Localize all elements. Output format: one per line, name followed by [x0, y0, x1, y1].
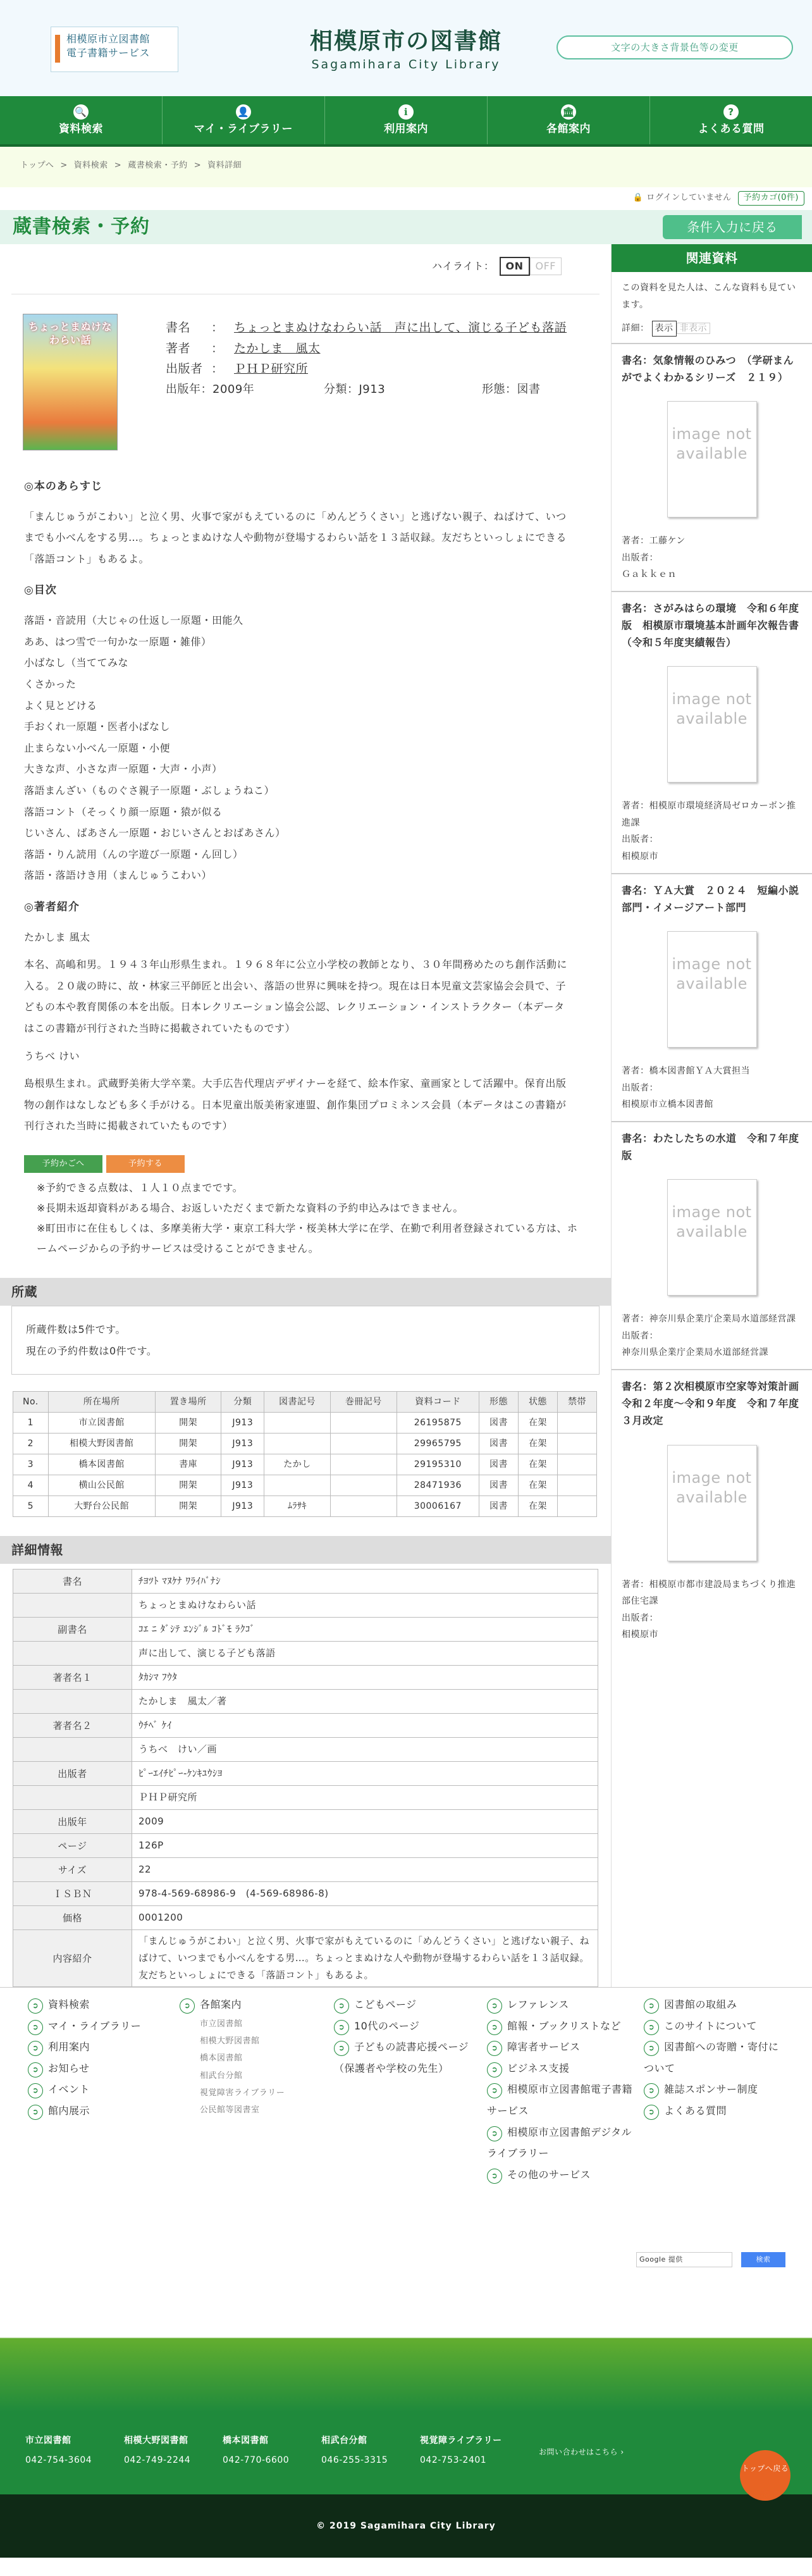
table-cell: 在架 — [518, 1434, 557, 1454]
table-cell — [330, 1454, 397, 1475]
detail-row — [13, 1642, 598, 1666]
detail-value: ﾋﾟｰｴｲﾁﾋﾟｰ-ｹﾝｷﾕｳｼﾖ — [132, 1762, 598, 1786]
holdings-header: 所在場所 — [48, 1392, 155, 1413]
detail-key: 出版者 — [13, 1762, 132, 1786]
highlight-label: ハイライト： — [431, 260, 495, 272]
highlight-on[interactable]: ON — [500, 257, 530, 276]
footer-link[interactable]: ➲ こどもページ — [334, 1994, 479, 2016]
related-item — [612, 1121, 812, 1369]
book-summary — [0, 295, 611, 466]
toc-item: 止まらない小べん一原題・小便 — [24, 741, 171, 754]
logo-ja: 相模原市の図書館 — [309, 28, 502, 54]
related-image[interactable]: image not available — [667, 401, 757, 517]
footer-link[interactable]: ➲ 館報・ブックリストなど — [487, 2016, 639, 2037]
table-row — [13, 1496, 597, 1517]
toc-item: じいさん、ばあさん一原題・おじいさんとおばあさん） — [24, 827, 286, 839]
details-table — [13, 1569, 598, 1987]
page-title: 蔵書検索・予約 — [13, 216, 150, 238]
logo-en: Sagamihara City Library — [311, 58, 501, 72]
table-cell: 書庫 — [155, 1454, 221, 1475]
table-cell — [557, 1496, 596, 1517]
related-image[interactable]: image not available — [667, 666, 757, 783]
holdings-header: No. — [13, 1392, 49, 1413]
detail-value: 22 — [132, 1858, 598, 1882]
table-cell: 30006167 — [397, 1496, 479, 1517]
table-cell: J913 — [221, 1496, 264, 1517]
toc-item: 小ばなし（当ててみな — [24, 657, 129, 669]
detail-row — [13, 1738, 598, 1762]
breadcrumb-item: > — [114, 161, 122, 170]
reserve-button[interactable]: 予約する — [106, 1155, 185, 1173]
footer-sublink[interactable]: 視覚障害ライブラリー — [200, 2088, 285, 2098]
detail-key: 著者名２ — [13, 1714, 132, 1738]
library-phone: 042-770-6600 — [223, 2455, 290, 2465]
add-to-cart-button[interactable]: 予約かごへ — [24, 1155, 102, 1173]
related-title[interactable]: 書名：気象情報のひみつ （学研まんがでよくわかるシリーズ ２１９） — [622, 354, 794, 383]
table-cell: 1 — [13, 1413, 49, 1434]
nav-icon: 👤 — [236, 104, 251, 120]
toc-item: 落語まんざい（ものぐさ親子一原題・ぶしょうねこ） — [24, 784, 275, 796]
toc-item: ああ、はつ雪で一句かな一原題・雑俳） — [24, 635, 212, 648]
table-cell: 29195310 — [397, 1454, 479, 1475]
related-title: 関連資料 — [612, 244, 812, 272]
detail-value: ｺｴ ﾆ ﾀﾞｼﾃ ｴﾝｼﾞﾙ ｺﾄﾞﾓ ﾗｸｺﾞ — [132, 1618, 598, 1642]
detail-row — [13, 1690, 598, 1714]
page-title-bar — [0, 210, 812, 244]
author1-name: たかしま 風太 — [24, 931, 90, 943]
author-key: 著者 — [166, 341, 191, 356]
related-author: 著者：橋本図書館ＹＡ大賞担当 — [622, 1066, 750, 1077]
detail-value: うちべ けい／画 — [132, 1738, 598, 1762]
note-item: ※予約できる点数は、１人１０点までです。 — [37, 1181, 243, 1194]
related-item — [612, 591, 812, 873]
table-cell: 開架 — [155, 1475, 221, 1496]
highlight-off[interactable]: OFF — [530, 257, 562, 275]
author-heading: ◎ 著者紹介 — [24, 896, 611, 919]
library-name: 相模大野図書館 — [124, 2436, 188, 2446]
footer-sublink[interactable]: 公民館等図書室 — [200, 2105, 260, 2115]
related-publisher: 相模原市 — [622, 1630, 658, 1640]
table-cell: J913 — [221, 1434, 264, 1454]
copyright: © 2019 Sagamihara City Library — [0, 2494, 812, 2558]
table-cell — [264, 1413, 331, 1434]
toc-item: 落語・りん読用（んの字遊び一原題・ん回し） — [24, 848, 243, 860]
related-image[interactable]: image not available — [667, 1179, 757, 1296]
detail-key — [13, 1642, 132, 1666]
detail-value: ちょっとまぬけなわらい話 — [132, 1594, 598, 1618]
related-title[interactable]: 書名：わたしたちの水道 令和７年度版 — [622, 1132, 799, 1162]
footer-link[interactable]: ➲ 子どもの読書応援ページ（保護者や学校の先生） — [334, 2036, 479, 2079]
related-publisher-label: 出版者： — [622, 1082, 658, 1093]
login-bar: 🔒 ログインしていません 予約カゴ(0件) — [0, 187, 812, 210]
main-nav — [0, 96, 812, 147]
detail-key: 出版年 — [13, 1810, 132, 1834]
holdings-summary — [11, 1306, 600, 1375]
detail-value: ＰＨＰ研究所 — [132, 1786, 598, 1810]
footer-link[interactable]: ➲ このサイトについて — [644, 2016, 783, 2037]
nav-item[interactable] — [163, 96, 325, 144]
site-logo[interactable] — [304, 28, 508, 75]
footer-wave — [0, 2297, 812, 2412]
book-form: 形態：図書 — [482, 382, 541, 396]
table-cell: 図書 — [479, 1496, 518, 1517]
footer-link[interactable]: ➲ ビジネス支援 — [487, 2058, 639, 2079]
detail-row — [13, 1570, 598, 1594]
reservation-notes — [0, 1178, 611, 1259]
title-key: 書名 — [166, 321, 191, 335]
detail-show[interactable]: 表示 — [652, 321, 677, 336]
nav-item[interactable] — [325, 96, 488, 144]
nav-item[interactable] — [0, 96, 163, 144]
toc-item: 落語・落語けき用（まんじゅうこわい） — [24, 869, 212, 882]
toc-list — [24, 610, 611, 886]
related-intro: この資料を見た人は、こんな資料も見ています。 — [622, 283, 796, 310]
library-phone: 046-255-3315 — [321, 2455, 388, 2465]
table-cell: 在架 — [518, 1413, 557, 1434]
breadcrumb — [0, 147, 812, 187]
holdings-count: 所蔵件数は5件です。 — [26, 1323, 126, 1335]
footer-link[interactable]: ➲ 資料検索 — [28, 1994, 141, 2016]
author1-bio: 本名、高嶋和男。１９４３年山形県生まれ。１９６８年に公立小学校の教師となり、３０年間務めたのち創作活動に入る。２０歳の時に、故・林家三平師匠と出会い、落語の世界に興味を持つ。現在は日本児童文芸家協会会員で、子どもの本や教育関係の本を出版。日本レクリエーション協会公認、レクリエーション・インストラクター（本データはこの書籍が刊行された当時に掲載されていたものです） — [24, 958, 567, 1034]
footer-link[interactable]: ➲ その他のサービス — [487, 2164, 639, 2186]
colon: ： — [211, 341, 224, 356]
table-cell: 在架 — [518, 1454, 557, 1475]
main-content — [0, 244, 611, 1987]
nav-item[interactable] — [488, 96, 650, 144]
table-cell — [330, 1496, 397, 1517]
table-row — [13, 1454, 597, 1475]
library-phone: 042-753-2401 — [420, 2455, 487, 2465]
detail-row — [13, 1594, 598, 1618]
footer-link[interactable]: ➲ 相模原市立図書館デジタルライブラリー — [487, 2122, 639, 2164]
table-row — [13, 1475, 597, 1496]
table-cell: J913 — [221, 1475, 264, 1496]
detail-key: ページ — [13, 1834, 132, 1858]
table-cell: ﾑﾗｻｷ — [264, 1496, 331, 1517]
toc-item: くさかった — [24, 678, 77, 690]
ebook-badge-icon — [55, 35, 60, 63]
table-cell: 橋本図書館 — [48, 1454, 155, 1475]
ebook-line1: 相模原市立図書館 — [66, 33, 151, 45]
table-cell: 図書 — [479, 1413, 518, 1434]
table-cell: 5 — [13, 1496, 49, 1517]
related-sidebar — [611, 244, 812, 1987]
note-item: ※長期未返却資料がある場合、お返しいただくまで新たな資料の予約申込みはできません。 — [37, 1201, 464, 1214]
library-phone: 042-754-3604 — [25, 2455, 92, 2465]
contact-link[interactable]: お問い合わせはこちら › — [539, 2448, 624, 2457]
detail-value: 2009 — [132, 1810, 598, 1834]
detail-row — [13, 1882, 598, 1906]
footer-link[interactable]: ➲ 障害者サービス — [487, 2036, 639, 2058]
footer-link[interactable]: ➲ 利用案内 — [28, 2036, 141, 2058]
table-cell: 26195875 — [397, 1413, 479, 1434]
table-cell: 開架 — [155, 1434, 221, 1454]
book-author[interactable]: たかしま 風太 — [234, 341, 321, 356]
footer-sublink[interactable]: 相武台分館 — [200, 2071, 243, 2081]
footer-link[interactable]: ➲ 10代のページ — [334, 2016, 479, 2037]
ebook-service-banner[interactable] — [51, 27, 178, 72]
detail-key: 書名 — [13, 1570, 132, 1594]
library-contacts — [0, 2412, 812, 2494]
detail-value: 声に出して、演じる子ども落語 — [132, 1642, 598, 1666]
table-cell: 29965795 — [397, 1434, 479, 1454]
table-cell — [330, 1413, 397, 1434]
detail-key: 著者名１ — [13, 1666, 132, 1690]
library-name: 相武台分館 — [321, 2436, 367, 2446]
breadcrumb-item[interactable]: 資料検索 — [73, 161, 108, 170]
footer-sublink[interactable]: 市立図書館 — [200, 2019, 243, 2029]
breadcrumb-item[interactable]: 資料詳細 — [207, 161, 242, 170]
book-publisher[interactable]: ＰＨＰ研究所 — [234, 362, 309, 376]
detail-row — [13, 1810, 598, 1834]
reserved-count: 現在の予約件数は0件です。 — [26, 1344, 157, 1357]
detail-value: 0001200 — [132, 1906, 598, 1930]
detail-key — [13, 1786, 132, 1810]
table-cell: 2 — [13, 1434, 49, 1454]
nav-item[interactable] — [650, 96, 812, 144]
table-cell: 図書 — [479, 1434, 518, 1454]
author2-name: うちべ けい — [24, 1050, 80, 1062]
related-item — [612, 873, 812, 1121]
footer-link[interactable]: ➲ 雑誌スポンサー制度 — [644, 2079, 783, 2100]
library-contact — [321, 2431, 388, 2470]
table-cell — [264, 1475, 331, 1496]
google-search-input[interactable]: Google 提供 — [636, 2252, 732, 2267]
footer-link[interactable]: ➲ よくある質問 — [644, 2100, 783, 2122]
table-cell — [330, 1434, 397, 1454]
holdings-header: 形態 — [479, 1392, 518, 1413]
detail-value: たかしま 風太／著 — [132, 1690, 598, 1714]
detail-key: ＩＳＢＮ — [13, 1882, 132, 1906]
table-cell: 相模大野図書館 — [48, 1434, 155, 1454]
library-phone: 042-749-2244 — [124, 2455, 191, 2465]
detail-value: 「まんじゅうがこわい」と泣く男、火事で家がもえているのに「めんどうくさい」と逃げない親子、ねばけて、いつまでも小べんをする男…。ちょっとまぬけな人や動物が登場するわらい話を１３話収録。友だちといっしょにできる「落語コント」もあるよ。 — [132, 1930, 598, 1987]
footer-link[interactable]: ➲ 図書館の取組み — [644, 1994, 783, 2016]
toc-item: 大きな声、小さな声一原題・大声・小声） — [24, 763, 223, 776]
detail-value: ﾁﾖﾂﾄ ﾏﾇｹﾅ ﾜﾗｲﾊﾞﾅｼ — [132, 1570, 598, 1594]
table-cell: 大野台公民館 — [48, 1496, 155, 1517]
detail-row — [13, 1762, 598, 1786]
library-contact — [25, 2431, 92, 2470]
detail-key — [13, 1690, 132, 1714]
table-cell: J913 — [221, 1454, 264, 1475]
table-row — [13, 1434, 597, 1454]
details-heading: 詳細情報 — [0, 1536, 611, 1564]
nav-icon: 🔍 — [73, 104, 89, 120]
footer-sublink[interactable]: 相模大野図書館 — [200, 2036, 260, 2046]
nav-icon: ℹ — [398, 104, 414, 120]
library-name: 橋本図書館 — [223, 2436, 269, 2446]
footer-links — [0, 1987, 812, 2297]
related-publisher-label: 出版者： — [622, 1330, 658, 1341]
detail-row — [13, 1834, 598, 1858]
book-year: 出版年：2009年 — [166, 382, 255, 396]
related-publisher-label: 出版者： — [622, 834, 658, 845]
toc-item: 落語コント（そっくり顔一原題・猿が似る — [24, 805, 223, 818]
note-item: ※町田市に在住もしくは、多摩美術大学・東京工科大学・桜美林大学に在学、在勤で利用者登録されている方は、ホームページからの予約サービスは受けることができません。 — [37, 1222, 578, 1254]
nav-label: 利用案内 — [384, 123, 428, 136]
colon: ： — [211, 321, 224, 335]
related-publisher: 相模原市立橋本図書館 — [622, 1099, 713, 1110]
book-cover — [23, 314, 118, 450]
breadcrumb-item[interactable]: 蔵書検索・予約 — [128, 161, 188, 170]
table-cell: 在架 — [518, 1496, 557, 1517]
footer-link[interactable]: ➲ マイ・ライブラリー — [28, 2016, 141, 2037]
breadcrumb-item: > — [194, 161, 202, 170]
back-button[interactable]: 条件入力に戻る — [663, 215, 802, 239]
holdings-header: 分類 — [221, 1392, 264, 1413]
table-cell — [264, 1434, 331, 1454]
related-image[interactable]: image not available — [667, 1445, 757, 1561]
detail-row — [13, 1786, 598, 1810]
library-contact — [124, 2431, 190, 2470]
footer-link[interactable]: ➲ レファレンス — [487, 1994, 639, 2016]
breadcrumb-item[interactable]: トップへ — [20, 161, 54, 170]
book-class: 分類：J913 — [324, 382, 386, 396]
cover-text: ちょっとまぬけな わらい話 — [28, 321, 112, 346]
footer-link[interactable]: ➲ 図書館への寄贈・寄付について — [644, 2036, 783, 2079]
detail-row — [13, 1714, 598, 1738]
library-contact — [420, 2431, 502, 2470]
detail-key: サイズ — [13, 1858, 132, 1882]
related-title[interactable]: 書名：さがみはらの環境 令和６年度版 相模原市環境基本計画年次報告書（令和５年度実績報告） — [622, 602, 799, 649]
table-cell — [557, 1454, 596, 1475]
synopsis-heading: ◎ 本のあらすじ — [24, 476, 611, 498]
site-header — [0, 0, 812, 96]
related-publisher: 神奈川県企業庁企業局水道部経営課 — [622, 1347, 768, 1358]
detail-value: 126P — [132, 1834, 598, 1858]
footer-link[interactable]: ➲ お知らせ — [28, 2058, 141, 2079]
table-cell — [557, 1413, 596, 1434]
table-cell — [330, 1475, 397, 1496]
toc-heading: ◎ 目次 — [24, 579, 611, 602]
related-publisher-label: 出版者： — [622, 1613, 658, 1623]
back-to-top-button[interactable]: トップへ戻る — [740, 2450, 790, 2501]
detail-key — [13, 1738, 132, 1762]
footer-sublink[interactable]: 橋本図書館 — [200, 2053, 243, 2064]
holdings-header: 資料コード — [397, 1392, 479, 1413]
detail-key: 価格 — [13, 1906, 132, 1930]
table-cell: たかし — [264, 1454, 331, 1475]
related-publisher: 相模原市 — [622, 851, 658, 862]
breadcrumb-item: > — [60, 161, 68, 170]
holdings-heading: 所蔵 — [0, 1278, 611, 1306]
nav-label: 資料検索 — [59, 123, 103, 136]
ebook-line2: 電子書籍サービス — [66, 47, 151, 59]
nav-icon: ? — [723, 104, 739, 120]
table-cell — [557, 1434, 596, 1454]
toc-item: 手おくれ一原題・医者小ばなし — [24, 721, 171, 733]
table-row — [13, 1413, 597, 1434]
related-image[interactable]: image not available — [667, 931, 757, 1048]
toc-item: 落語・音読用（大じゃの仕返し一原題・田能久 — [24, 614, 243, 627]
reserve-cart-button[interactable]: 予約カゴ(0件) — [738, 191, 804, 206]
nav-label: マイ・ライブラリー — [194, 123, 293, 136]
footer-link[interactable]: ➲ 館内展示 — [28, 2100, 141, 2122]
related-author: 著者：相模原市環境経済局ゼロカーボン推進課 — [622, 801, 796, 828]
holdings-header: 禁帯 — [557, 1392, 596, 1413]
related-author: 著者：神奈川県企業庁企業局水道部経営課 — [622, 1314, 796, 1325]
table-cell: 3 — [13, 1454, 49, 1475]
related-title[interactable]: 書名：第２次相模原市空家等対策計画 令和２年度～令和９年度 令和７年度３月改定 — [622, 1380, 810, 1427]
detail-row — [13, 1906, 598, 1930]
library-name: 視覚障ライブラリー — [420, 2436, 502, 2446]
detail-value: 978-4-569-68986-9 (4-569-68986-8) — [132, 1882, 598, 1906]
detail-value: ｳﾁﾍﾞ ｹｲ — [132, 1714, 598, 1738]
book-sections — [0, 476, 611, 1137]
footer-link[interactable]: ➲ 各館案内 — [180, 1994, 285, 2016]
related-title[interactable]: 書名：ＹＡ大賞 ２０２４ 短編小説部門・イメージアート部門 — [622, 884, 799, 913]
holdings-header: 状態 — [518, 1392, 557, 1413]
related-publisher: Ｇａｋｋｅｎ — [622, 569, 677, 580]
publisher-key: 出版者 — [166, 362, 203, 376]
holdings-header: 図書記号 — [264, 1392, 331, 1413]
detail-value: ﾀｶｼﾏ ﾌｳﾀ — [132, 1666, 598, 1690]
related-author: 著者：相模原市都市建設局まちづくり推進部住宅課 — [622, 1579, 796, 1607]
related-item — [612, 343, 812, 591]
holdings-table — [13, 1391, 597, 1517]
detail-row — [13, 1666, 598, 1690]
toc-item: よく見とどける — [24, 699, 97, 712]
holdings-header: 置き場所 — [155, 1392, 221, 1413]
footer-link[interactable]: ➲ イベント — [28, 2079, 141, 2100]
nav-icon: 🏛 — [561, 104, 576, 120]
text-size-button[interactable]: 文字の大きさ背景色等の変更 — [557, 35, 793, 59]
author2-bio: 島根県生まれ。武蔵野美術大学卒業。大手広告代理店デザイナーを経て、絵本作家、童画家として活躍中。保育出版物の創作はなしなども多く手がける。日本児童出版美術家連盟、創作集団プロミネンス会員（本データはこの書籍が刊行された当時に掲載されていたものです） — [24, 1077, 567, 1132]
nav-label: 各館案内 — [546, 123, 591, 136]
table-cell: 市立図書館 — [48, 1413, 155, 1434]
table-cell: 28471936 — [397, 1475, 479, 1496]
table-cell: 開架 — [155, 1496, 221, 1517]
highlight-toggle — [11, 244, 600, 295]
library-name: 市立図書館 — [25, 2436, 71, 2446]
library-contact — [223, 2431, 289, 2470]
table-cell: 横山公民館 — [48, 1475, 155, 1496]
holdings-header: 巻冊記号 — [330, 1392, 397, 1413]
table-cell: 図書 — [479, 1454, 518, 1475]
table-cell — [557, 1475, 596, 1496]
footer-link[interactable]: ➲ 相模原市立図書館電子書籍サービス — [487, 2079, 639, 2121]
detail-row — [13, 1858, 598, 1882]
detail-key: 副書名 — [13, 1618, 132, 1642]
detail-key: 内容紹介 — [13, 1930, 132, 1987]
table-cell: 開架 — [155, 1413, 221, 1434]
table-cell: J913 — [221, 1413, 264, 1434]
related-publisher-label: 出版者： — [622, 552, 658, 563]
detail-hide[interactable]: 非表示 — [677, 323, 711, 334]
book-title[interactable]: ちょっとまぬけなわらい話 声に出して、演じる子ども落語 — [234, 321, 567, 335]
related-item — [612, 1369, 812, 1651]
synopsis-text: 「まんじゅうがこわい」と泣く男、火事で家がもえているのに「めんどうくさい」と逃げない親子、ねばけて、いつまでも小べんをする男…。ちょっとまぬけな人や動物が登場するわらい話を１３話収録。友だちといっしょにできる「落語コント」もあるよ。 — [24, 510, 567, 565]
table-cell: 在架 — [518, 1475, 557, 1496]
detail-key — [13, 1594, 132, 1618]
table-cell: 4 — [13, 1475, 49, 1496]
related-author: 著者：工藤ケン — [622, 535, 686, 546]
nav-label: よくある質問 — [698, 123, 765, 136]
detail-label: 詳細： — [622, 323, 649, 334]
table-cell: 図書 — [479, 1475, 518, 1496]
detail-row — [13, 1618, 598, 1642]
google-search-button[interactable]: 検索 — [741, 2252, 785, 2267]
detail-row — [13, 1930, 598, 1987]
login-status[interactable]: ログインしていません — [646, 193, 732, 202]
colon: ： — [211, 362, 224, 376]
